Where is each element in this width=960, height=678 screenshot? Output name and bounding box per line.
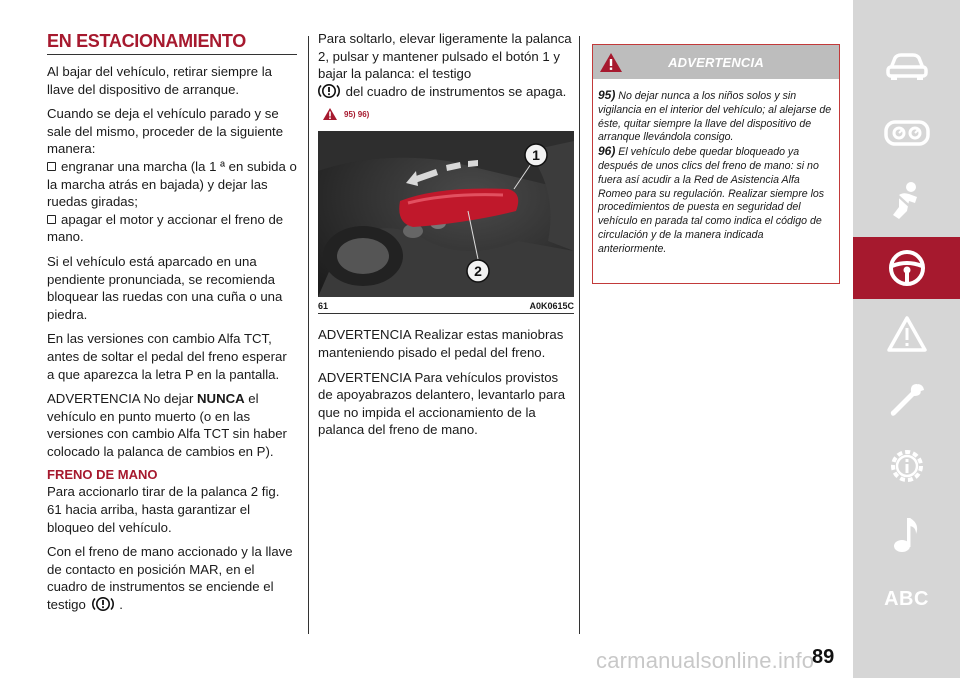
music-note-icon <box>892 514 922 554</box>
paragraph: Si el vehículo está aparcado en una pendiente pronunciada, se recomienda bloquear las ruedas con una cuña o una piedra. <box>47 253 283 322</box>
warning-box <box>592 44 840 284</box>
callout-2: 2 <box>474 263 482 280</box>
gear-info-icon <box>886 445 928 487</box>
sidebar-item-emergency[interactable] <box>853 303 960 365</box>
paragraph: En las versiones con cambio Alfa TCT, antes de soltar el pedal del freno esperar a que aparezca la letra P en la pantalla. <box>47 331 287 382</box>
sidebar-item-maintenance[interactable] <box>853 369 960 431</box>
callout-1: 1 <box>532 147 540 164</box>
steering-wheel-icon <box>887 248 927 288</box>
warning-references <box>322 107 572 121</box>
car-icon <box>885 52 929 82</box>
title-underline <box>47 54 297 55</box>
brake-warning-lamp-icon <box>316 83 342 99</box>
middle-column <box>318 30 572 446</box>
warning-title: ADVERTENCIA <box>668 54 764 70</box>
page-number: 89 <box>812 646 835 668</box>
bullet-square-icon <box>47 215 56 224</box>
column-divider-2 <box>579 36 580 634</box>
sidebar-item-instruments[interactable] <box>853 102 960 164</box>
section-title: EN ESTACIONAMIENTO <box>47 31 246 51</box>
warning-column <box>592 44 840 284</box>
paragraph: Para accionarlo tirar de la palanca 2 fig. 61 hacia arriba, hasta garantizar el bloqueo del vehículo. <box>47 484 280 535</box>
bullet-item: apagar el motor y accionar el freno de mano. <box>47 211 284 245</box>
figure-caption <box>318 301 574 314</box>
figure-number: 61 <box>318 301 329 312</box>
handbrake-figure <box>318 131 574 297</box>
paragraph: ADVERTENCIA Realizar estas maniobras manteniendo pisado el pedal del freno. <box>318 327 564 360</box>
bullet-square-icon <box>47 162 56 171</box>
paragraph: ADVERTENCIA Para vehículos provistos de apoyabrazos delantero, levantarlo para que no impida el accionamiento de la palanca del freno de mano. <box>318 369 566 438</box>
subsection-title: FRENO DE MANO <box>47 467 158 483</box>
watermark: carmanualsonline.info <box>596 648 815 673</box>
index-label: ABC <box>884 587 929 610</box>
gauges-icon <box>884 120 930 146</box>
wrench-icon <box>887 380 927 420</box>
figure-code: A0K0615C <box>529 301 574 312</box>
warning-header <box>593 45 839 79</box>
sidebar-item-multimedia[interactable] <box>853 503 960 565</box>
brake-warning-lamp-icon <box>90 596 116 612</box>
seatbelt-person-icon <box>887 181 927 221</box>
warning-text <box>593 79 839 257</box>
bullet-item: engranar una marcha (la 1 ª en subida o la marcha atrás en bajada) y dejar las ruedas giradas; <box>47 158 297 210</box>
warning-item: 96) El vehículo debe quedar bloqueado ya después de unos clics del freno de mano: si no fuera así acudir a la Red de Asistencia Alfa Romeo para su regulación. Realizar siempre los procedimientos de puesta en seguridad del vehículo en parada tal como indica el código de circulación y de la manera indicada anteriormente. <box>598 144 825 255</box>
sidebar-item-technical-data[interactable] <box>853 435 960 497</box>
left-column <box>47 30 297 621</box>
sidebar-item-car[interactable] <box>853 36 960 98</box>
warning-triangle-icon <box>322 107 338 121</box>
sidebar-item-driving[interactable] <box>853 237 960 299</box>
paragraph: Al bajar del vehículo, retirar siempre la llave del dispositivo de arranque. <box>47 64 273 97</box>
warning-reference-numbers: 95) 96) <box>344 109 370 119</box>
paragraph: Con el freno de mano accionado y la llave de contacto en posición MAR, en el cuadro de instrumentos se enciende el testigo . <box>47 544 293 613</box>
column-divider-1 <box>308 36 309 634</box>
paragraph: ADVERTENCIA No dejar NUNCA el vehículo en punto muerto (o en las versiones con cambio Alfa TCT sin haber colocado la palanca de cambios en P). <box>47 391 287 459</box>
sidebar-item-index[interactable] <box>853 568 960 630</box>
handbrake-illustration <box>318 131 574 297</box>
warning-item: 95) No dejar nunca a los niños solos y sin vigilancia en el interior del vehículo; al alejarse de éste, quitar siempre la llave del dispositivo de arranque llevándola consigo. <box>598 88 832 144</box>
paragraph: Cuando se deja el vehículo parado y se sale del mismo, proceder de la siguiente manera: <box>47 106 284 157</box>
paragraph: Para soltarlo, elevar ligeramente la palanca 2, pulsar y mantener pulsado el botón 1 y bajar la palanca: el testigo del cuadro de instrumentos se apaga. <box>318 31 572 99</box>
sidebar-item-safety[interactable] <box>853 170 960 232</box>
warning-triangle-icon <box>886 315 928 353</box>
chapter-sidebar <box>853 0 960 678</box>
